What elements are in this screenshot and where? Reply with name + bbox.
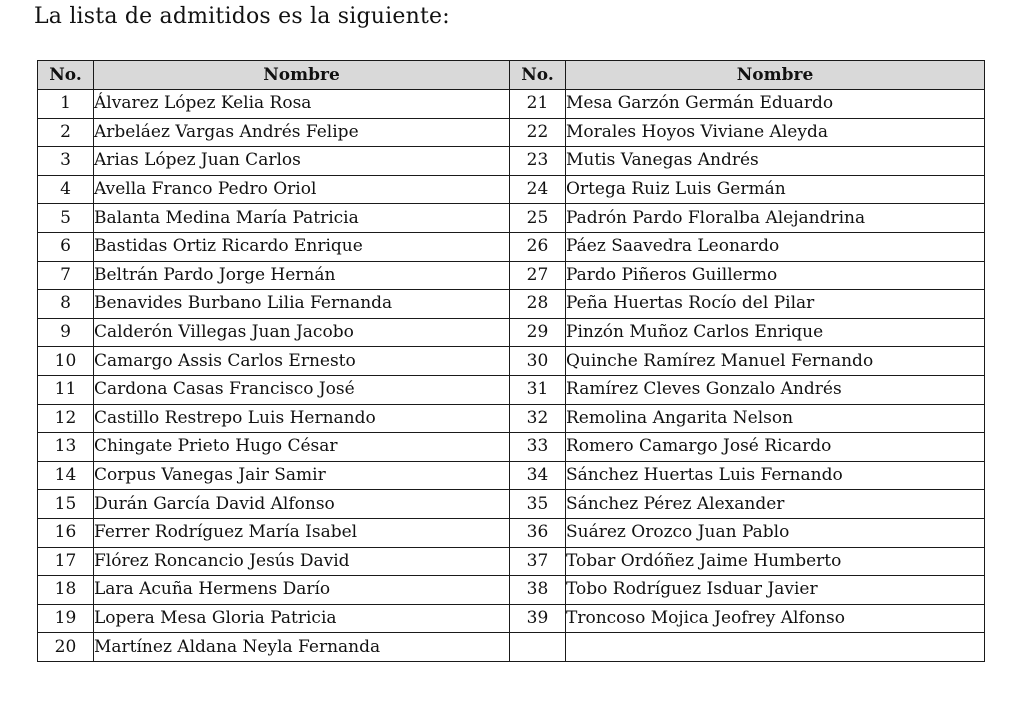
row-number-left: 6 xyxy=(38,232,94,261)
admitted-name-right: Romero Camargo José Ricardo xyxy=(566,433,985,462)
admitted-name-right: Mesa Garzón Germán Eduardo xyxy=(566,90,985,119)
admitted-name-right: Remolina Angarita Nelson xyxy=(566,404,985,433)
table-row xyxy=(38,404,985,433)
row-number-left: 7 xyxy=(38,261,94,290)
admitted-name-left: Martínez Aldana Neyla Fernanda xyxy=(94,633,510,662)
intro-text: La lista de admitidos es la siguiente: xyxy=(34,4,450,29)
admitted-name-left: Corpus Vanegas Jair Samir xyxy=(94,461,510,490)
row-number-left: 10 xyxy=(38,347,94,376)
row-number-right: 23 xyxy=(510,147,566,176)
admitted-name-left: Bastidas Ortiz Ricardo Enrique xyxy=(94,232,510,261)
admitted-name-right: Mutis Vanegas Andrés xyxy=(566,147,985,176)
admitted-name-left: Balanta Medina María Patricia xyxy=(94,204,510,233)
table-row xyxy=(38,118,985,147)
row-number-right: 33 xyxy=(510,433,566,462)
admitted-name-left: Avella Franco Pedro Oriol xyxy=(94,175,510,204)
admitted-name-left: Flórez Roncancio Jesús David xyxy=(94,547,510,576)
row-number-right: 22 xyxy=(510,118,566,147)
header-name-left: Nombre xyxy=(94,61,510,90)
admitted-name-right: Morales Hoyos Viviane Aleyda xyxy=(566,118,985,147)
admitted-name-right: Padrón Pardo Floralba Alejandrina xyxy=(566,204,985,233)
row-number-left: 12 xyxy=(38,404,94,433)
table-row xyxy=(38,261,985,290)
admitted-name-left: Beltrán Pardo Jorge Hernán xyxy=(94,261,510,290)
admitted-name-right: Tobar Ordóñez Jaime Humberto xyxy=(566,547,985,576)
admitted-name-right: Pinzón Muñoz Carlos Enrique xyxy=(566,318,985,347)
row-number-left: 8 xyxy=(38,290,94,319)
admitted-name-left: Camargo Assis Carlos Ernesto xyxy=(94,347,510,376)
table-row xyxy=(38,433,985,462)
row-number-right: 30 xyxy=(510,347,566,376)
row-number-left: 9 xyxy=(38,318,94,347)
table-row xyxy=(38,204,985,233)
row-number-left: 19 xyxy=(38,604,94,633)
row-number-right: 21 xyxy=(510,90,566,119)
row-number-right: 26 xyxy=(510,232,566,261)
table-row xyxy=(38,576,985,605)
admitted-name-left: Durán García David Alfonso xyxy=(94,490,510,519)
row-number-left: 4 xyxy=(38,175,94,204)
table-row xyxy=(38,518,985,547)
row-number-left: 1 xyxy=(38,90,94,119)
admitted-name-left: Álvarez López Kelia Rosa xyxy=(94,90,510,119)
admitted-name-right: Troncoso Mojica Jeofrey Alfonso xyxy=(566,604,985,633)
admitted-name-left: Calderón Villegas Juan Jacobo xyxy=(94,318,510,347)
row-number-left: 3 xyxy=(38,147,94,176)
admitted-name-left: Cardona Casas Francisco José xyxy=(94,375,510,404)
row-number-right: 27 xyxy=(510,261,566,290)
table-row xyxy=(38,147,985,176)
table-row xyxy=(38,175,985,204)
admitted-name-right: Ortega Ruiz Luis Germán xyxy=(566,175,985,204)
admitted-name-left: Ferrer Rodríguez María Isabel xyxy=(94,518,510,547)
row-number-right: 34 xyxy=(510,461,566,490)
admitted-name-left: Arbeláez Vargas Andrés Felipe xyxy=(94,118,510,147)
table-row xyxy=(38,461,985,490)
row-number-left: 15 xyxy=(38,490,94,519)
table-row xyxy=(38,318,985,347)
admitted-list-table xyxy=(37,60,985,662)
admitted-name-right: Peña Huertas Rocío del Pilar xyxy=(566,290,985,319)
row-number-left: 11 xyxy=(38,375,94,404)
row-number-left: 2 xyxy=(38,118,94,147)
header-no-left: No. xyxy=(38,61,94,90)
table-row xyxy=(38,375,985,404)
table-row xyxy=(38,90,985,119)
table-header-row xyxy=(38,61,985,90)
row-number-left: 17 xyxy=(38,547,94,576)
row-number-right: 32 xyxy=(510,404,566,433)
table-body xyxy=(38,90,985,662)
row-number-right: 37 xyxy=(510,547,566,576)
row-number-right: 36 xyxy=(510,518,566,547)
admitted-name-right: Sánchez Huertas Luis Fernando xyxy=(566,461,985,490)
admitted-name-right xyxy=(566,633,985,662)
admitted-name-left: Lara Acuña Hermens Darío xyxy=(94,576,510,605)
admitted-name-right: Quinche Ramírez Manuel Fernando xyxy=(566,347,985,376)
row-number-left: 14 xyxy=(38,461,94,490)
table-row xyxy=(38,290,985,319)
row-number-left: 20 xyxy=(38,633,94,662)
admitted-name-left: Benavides Burbano Lilia Fernanda xyxy=(94,290,510,319)
row-number-right: 38 xyxy=(510,576,566,605)
row-number-left: 16 xyxy=(38,518,94,547)
row-number-right: 28 xyxy=(510,290,566,319)
admitted-name-right: Pardo Piñeros Guillermo xyxy=(566,261,985,290)
row-number-right xyxy=(510,633,566,662)
table-row xyxy=(38,232,985,261)
admitted-name-left: Arias López Juan Carlos xyxy=(94,147,510,176)
row-number-right: 29 xyxy=(510,318,566,347)
admitted-name-right: Ramírez Cleves Gonzalo Andrés xyxy=(566,375,985,404)
row-number-right: 35 xyxy=(510,490,566,519)
admitted-name-right: Suárez Orozco Juan Pablo xyxy=(566,518,985,547)
table-row xyxy=(38,633,985,662)
admitted-name-left: Castillo Restrepo Luis Hernando xyxy=(94,404,510,433)
row-number-right: 31 xyxy=(510,375,566,404)
row-number-left: 18 xyxy=(38,576,94,605)
admitted-name-right: Tobo Rodríguez Isduar Javier xyxy=(566,576,985,605)
admitted-name-left: Lopera Mesa Gloria Patricia xyxy=(94,604,510,633)
row-number-left: 13 xyxy=(38,433,94,462)
row-number-right: 24 xyxy=(510,175,566,204)
row-number-right: 39 xyxy=(510,604,566,633)
table-row xyxy=(38,547,985,576)
admitted-name-left: Chingate Prieto Hugo César xyxy=(94,433,510,462)
admitted-name-right: Sánchez Pérez Alexander xyxy=(566,490,985,519)
admitted-name-right: Páez Saavedra Leonardo xyxy=(566,232,985,261)
table-row xyxy=(38,604,985,633)
header-no-right: No. xyxy=(510,61,566,90)
header-name-right: Nombre xyxy=(566,61,985,90)
row-number-left: 5 xyxy=(38,204,94,233)
table-row xyxy=(38,347,985,376)
table-row xyxy=(38,490,985,519)
row-number-right: 25 xyxy=(510,204,566,233)
